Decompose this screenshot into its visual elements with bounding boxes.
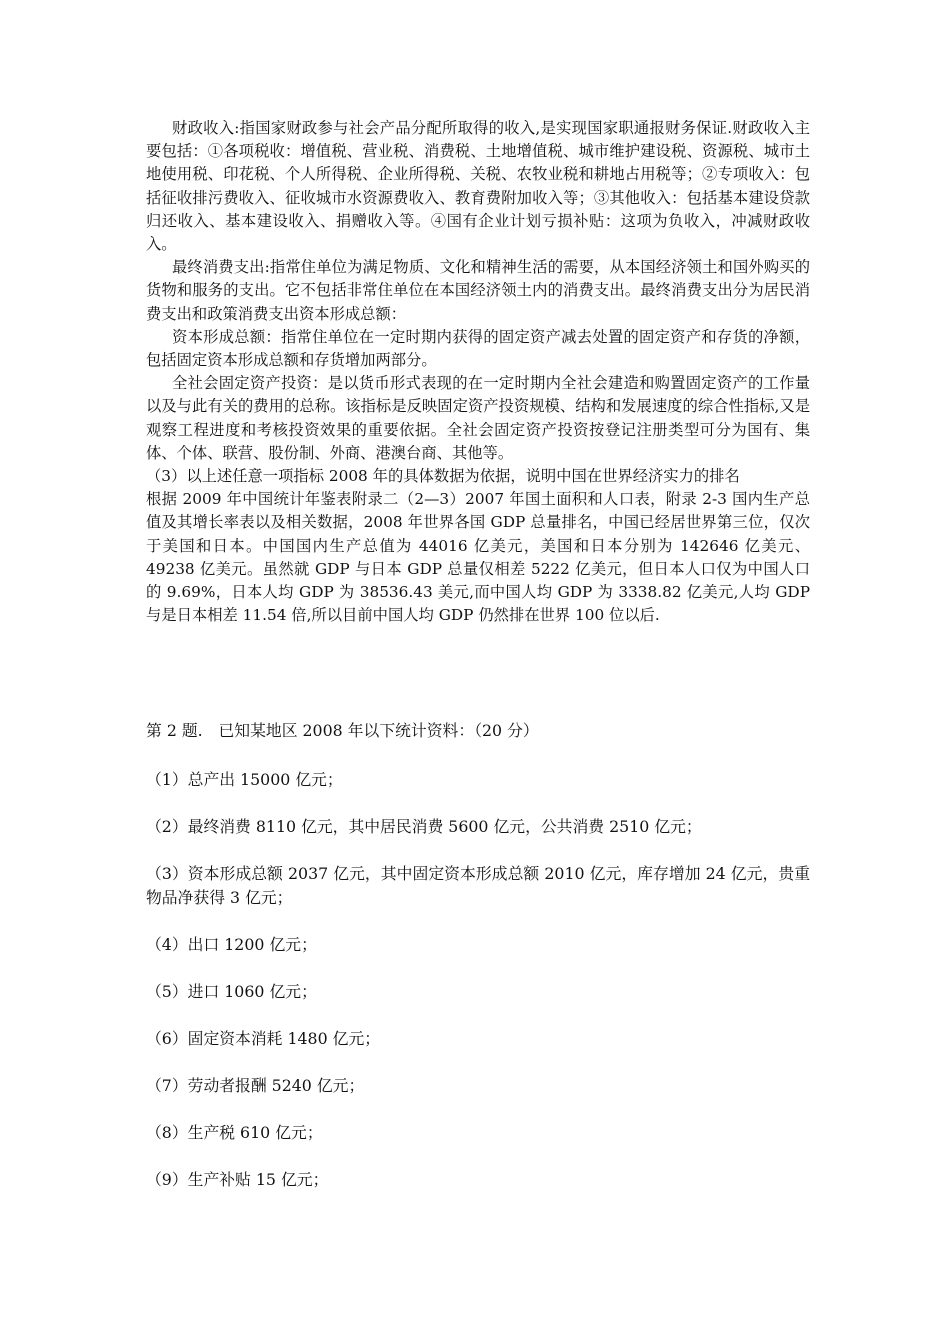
question-2-title: 第 2 题. 已知某地区 2008 年以下统计资料：（20 分） [146, 721, 539, 740]
definition-final-consumption: 最终消费支出:指常住单位为满足物质、文化和精神生活的需要，从本国经济领土和国外购买的货物和服务的支出。它不包括非常住单位在本国经济领土内的消费支出。最终消费支出分为居民消费支出和政策消费支出资本形成总额： [146, 258, 810, 323]
list-item: （1）总产出 15000 亿元； [146, 770, 343, 789]
question-3-answer: 根据 2009 年中国统计年鉴表附录二（2—3）2007 年国土面积和人口表，附录 2-3 国内生产总值及其增长率表以及相关数据，2008 年世界各国 GDP 总量排名，中国已经居世界第三位，仅次于美国和日本。中国国内生产总值为 44016 亿美元，美国和日本分别为 142646 亿美元、49238 亿美元。虽然就 GDP 与日本 GDP 总量仅相差 5222 亿美元，但日本人口仅为中国人口的 9.69%，日本人均 GDP 为 38536.43 美元,而中国人均 GDP 为 3338.82 亿美元,人均 GDP 与是日本相差 11.54 倍,所以目前中国人均 GDP 仍然排在世界 100 位以后. [146, 490, 810, 625]
list-item: （9）生产补贴 15 亿元； [146, 1169, 329, 1189]
list-item: （3）资本形成总额 2037 亿元，其中固定资本形成总额 2010 亿元，库存增加 24 亿元，贵重物品净获得 3 亿元； [146, 864, 810, 907]
list-item: （6）固定资本消耗 1480 亿元； [146, 1028, 381, 1048]
question-3-prompt: （3）以上述任意一项指标 2008 年的具体数据为依据，说明中国在世界经济实力的排名 [146, 467, 740, 486]
question-2-items [146, 768, 810, 1215]
list-item: （4）出口 1200 亿元； [146, 934, 317, 954]
list-item: （2）最终消费 8110 亿元，其中居民消费 5600 亿元，公共消费 2510 亿元； [146, 817, 702, 836]
definition-fiscal-revenue: 财政收入:指国家财政参与社会产品分配所取得的收入,是实现国家职通报财务保证.财政收入主要包括：①各项税收：增值税、营业税、消费税、土地增值税、城市维护建设税、资源税、城市土地使用税、印花税、个人所得税、企业所得税、关税、农牧业税和耕地占用税等；②专项收入：包括征收排污费收入、征收城市水资源费收入、教育费附加收入等；③其他收入：包括基本建设贷款归还收入、基本建设收入、捐赠收入等。④国有企业计划亏损补贴：这项为负收入，冲减财政收入。 [146, 119, 810, 254]
definitions-section [146, 117, 810, 627]
list-item: （5）进口 1060 亿元； [146, 981, 317, 1001]
definition-fixed-asset-investment: 全社会固定资产投资：是以货币形式表现的在一定时期内全社会建造和购置固定资产的工作量以及与此有关的费用的总称。该指标是反映固定资产投资规模、结构和发展速度的综合性指标,又是观察工程进度和考核投资效果的重要依据。全社会固定资产投资按登记注册类型可分为国有、集体、个体、联营、股份制、外商、港澳台商、其他等。 [146, 374, 810, 462]
list-item: （7）劳动者报酬 5240 亿元； [146, 1075, 365, 1095]
definition-capital-formation: 资本形成总额：指常住单位在一定时期内获得的固定资产减去处置的固定资产和存货的净额，包括固定资本形成总额和存货增加两部分。 [146, 327, 810, 370]
list-item: （8）生产税 610 亿元； [146, 1122, 323, 1142]
